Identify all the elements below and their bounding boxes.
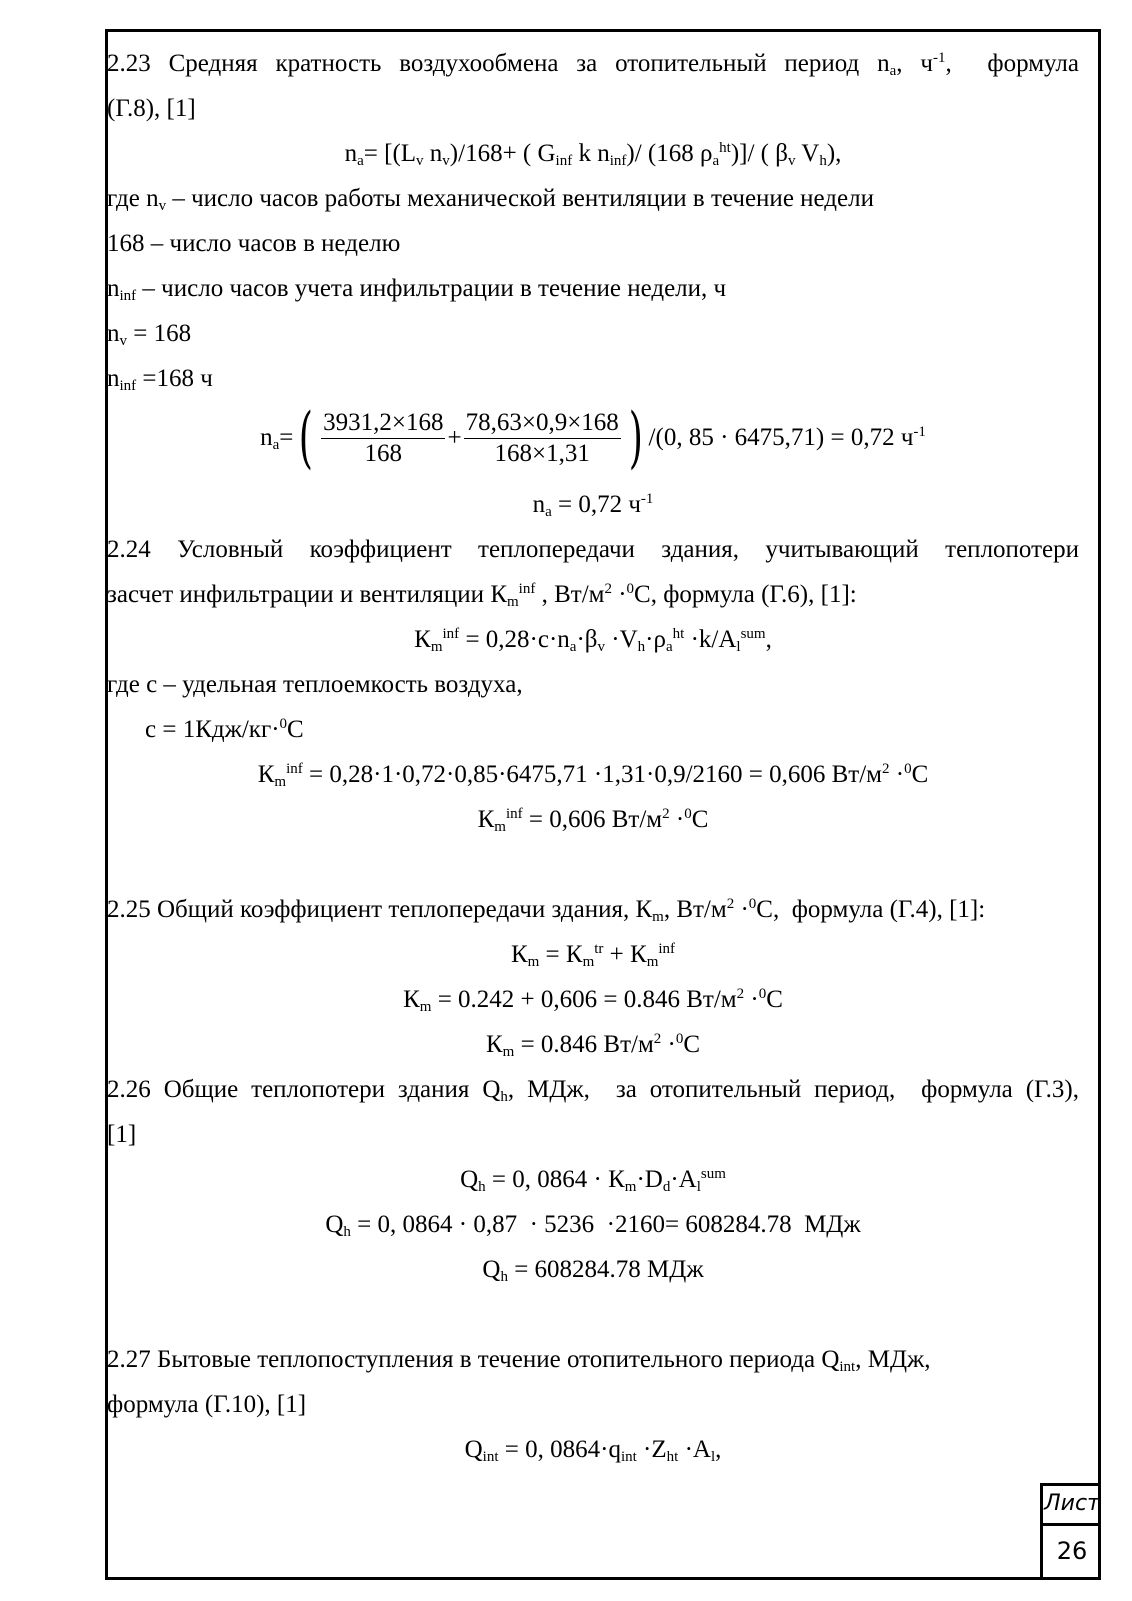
sec-2-24-heading: 2.24 Условный коэффициент теплопередачи здания, учитывающий теплопотери <box>107 536 1079 563</box>
sec-2-23-where2: 168 – число часов в неделю <box>107 230 401 257</box>
sheet-label: Лист <box>1040 1483 1101 1526</box>
c-value: с = 1Кдж/кг·$^0$С <box>145 716 304 743</box>
sec-2-25-heading: 2.25 Общий коэффициент теплопередачи здания, $К_m$, $Вт/м^2 \cdot^0С$, формула (Г.4), [1]: <box>107 896 986 925</box>
page-number: 26 <box>1040 1523 1101 1580</box>
sec-2-25-calculation: $К_m = 0.242 + 0,606 = 0.846$ $Вт/м^2 \cdot^0С$ <box>403 986 783 1015</box>
sec-2-26-ref: [1] <box>107 1121 137 1148</box>
sec-2-26-result: $Q_h = 608284.78$ МДж <box>482 1256 704 1285</box>
sec-2-27-heading: 2.27 Бытовые теплопоступления в течение отопительного периода $Q_{int}$, МДж, <box>107 1346 931 1375</box>
sec-2-27-ref: формула (Г.10), [1] <box>107 1391 307 1418</box>
sec-2-24-calculation: $К_m^{inf} = 0,28\cdot 1\cdot 0,72\cdot 0,85\cdot 6475,71 \cdot 1,31\cdot 0,9/2160 = 0,606$ $Вт/м^2 \cdot^0С$ <box>257 761 929 790</box>
ninf-value: $n_{inf} =168$ ч <box>107 365 213 394</box>
sec-2-24-result: $К_m^{inf} = 0,606$ $Вт/м^2 \cdot^0С$ <box>477 806 709 835</box>
sec-2-23-calculation: $n_a=$( $\frac{3931,2\times 168}{168}$ + $\frac{78,63\times 0,9\times 168}{168\times 1,31}$ ) /(0, 85 · 6475,71) = 0,72 $ч^{-1}$ <box>260 399 926 477</box>
sec-2-27-formula: $Q_{int} = 0$, $0864\cdot q_{int} \cdot Z_{ht} \cdot A_l$, <box>464 1436 722 1465</box>
sec-2-23-where1: где $n_v$ – число часов работы механической вентиляции в течение недели <box>107 185 874 214</box>
sec-2-25-formula: $К_m = К_m^{tr} + К_m^{inf}$ <box>510 941 676 970</box>
sheet-stamp <box>1040 1483 1101 1580</box>
sec-2-24-where1: где с – удельная теплоемкость воздуха, <box>107 671 523 698</box>
sec-2-23-where3: $n_{inf}$ – число часов учета инфильтрации в течение недели, ч <box>107 275 727 304</box>
sec-2-26-heading: 2.26 Общие теплопотери здания $Q_h$, МДж, за отопительный период, формула (Г.3), <box>107 1076 1079 1105</box>
sec-2-24-heading-cont: засчет инфильтрации и вентиляции $К_m^{inf}$ , $Вт/м^2 \cdot^0С$, формула (Г.6), [1]: <box>107 581 857 610</box>
sec-2-25-result: $К_m = 0.846$ $Вт/м^2 \cdot^0С$ <box>485 1031 701 1060</box>
sec-2-23-ref: (Г.8), [1] <box>107 95 196 122</box>
sec-2-23-heading: 2.23 Средняя кратность воздухообмена за отопительный период $n_a$, $ч^{-1}$, формула <box>107 50 1079 79</box>
sec-2-23-formula: $n_a= [(L_v$ $n_v)/168+$ ( $G_{inf}$ k $n_{inf})/$ (168 $\rho_a^{ht})]/$ ( $\beta_v$ $V_h$), <box>344 140 842 169</box>
sec-2-26-calculation: $Q_h = 0$, 0864 · 0,87 · 5236 ·2160= 608284.78 МДж <box>325 1211 861 1240</box>
sec-2-24-formula: $К_m^{inf} = 0,28\cdot c\cdot n_a\cdot\beta_v \cdot V_h\cdot\rho_a^{ht} \cdot k/A_l^{sum}$, <box>414 626 772 655</box>
sec-2-23-result: $n_a = 0,72$ $ч^{-1}$ <box>532 491 654 520</box>
nv-value: $n_v = 168$ <box>107 320 192 349</box>
sec-2-26-formula: $Q_h = 0$, $0864 \cdot К_m\cdot D_d\cdot A_l^{sum}$ <box>460 1166 726 1195</box>
